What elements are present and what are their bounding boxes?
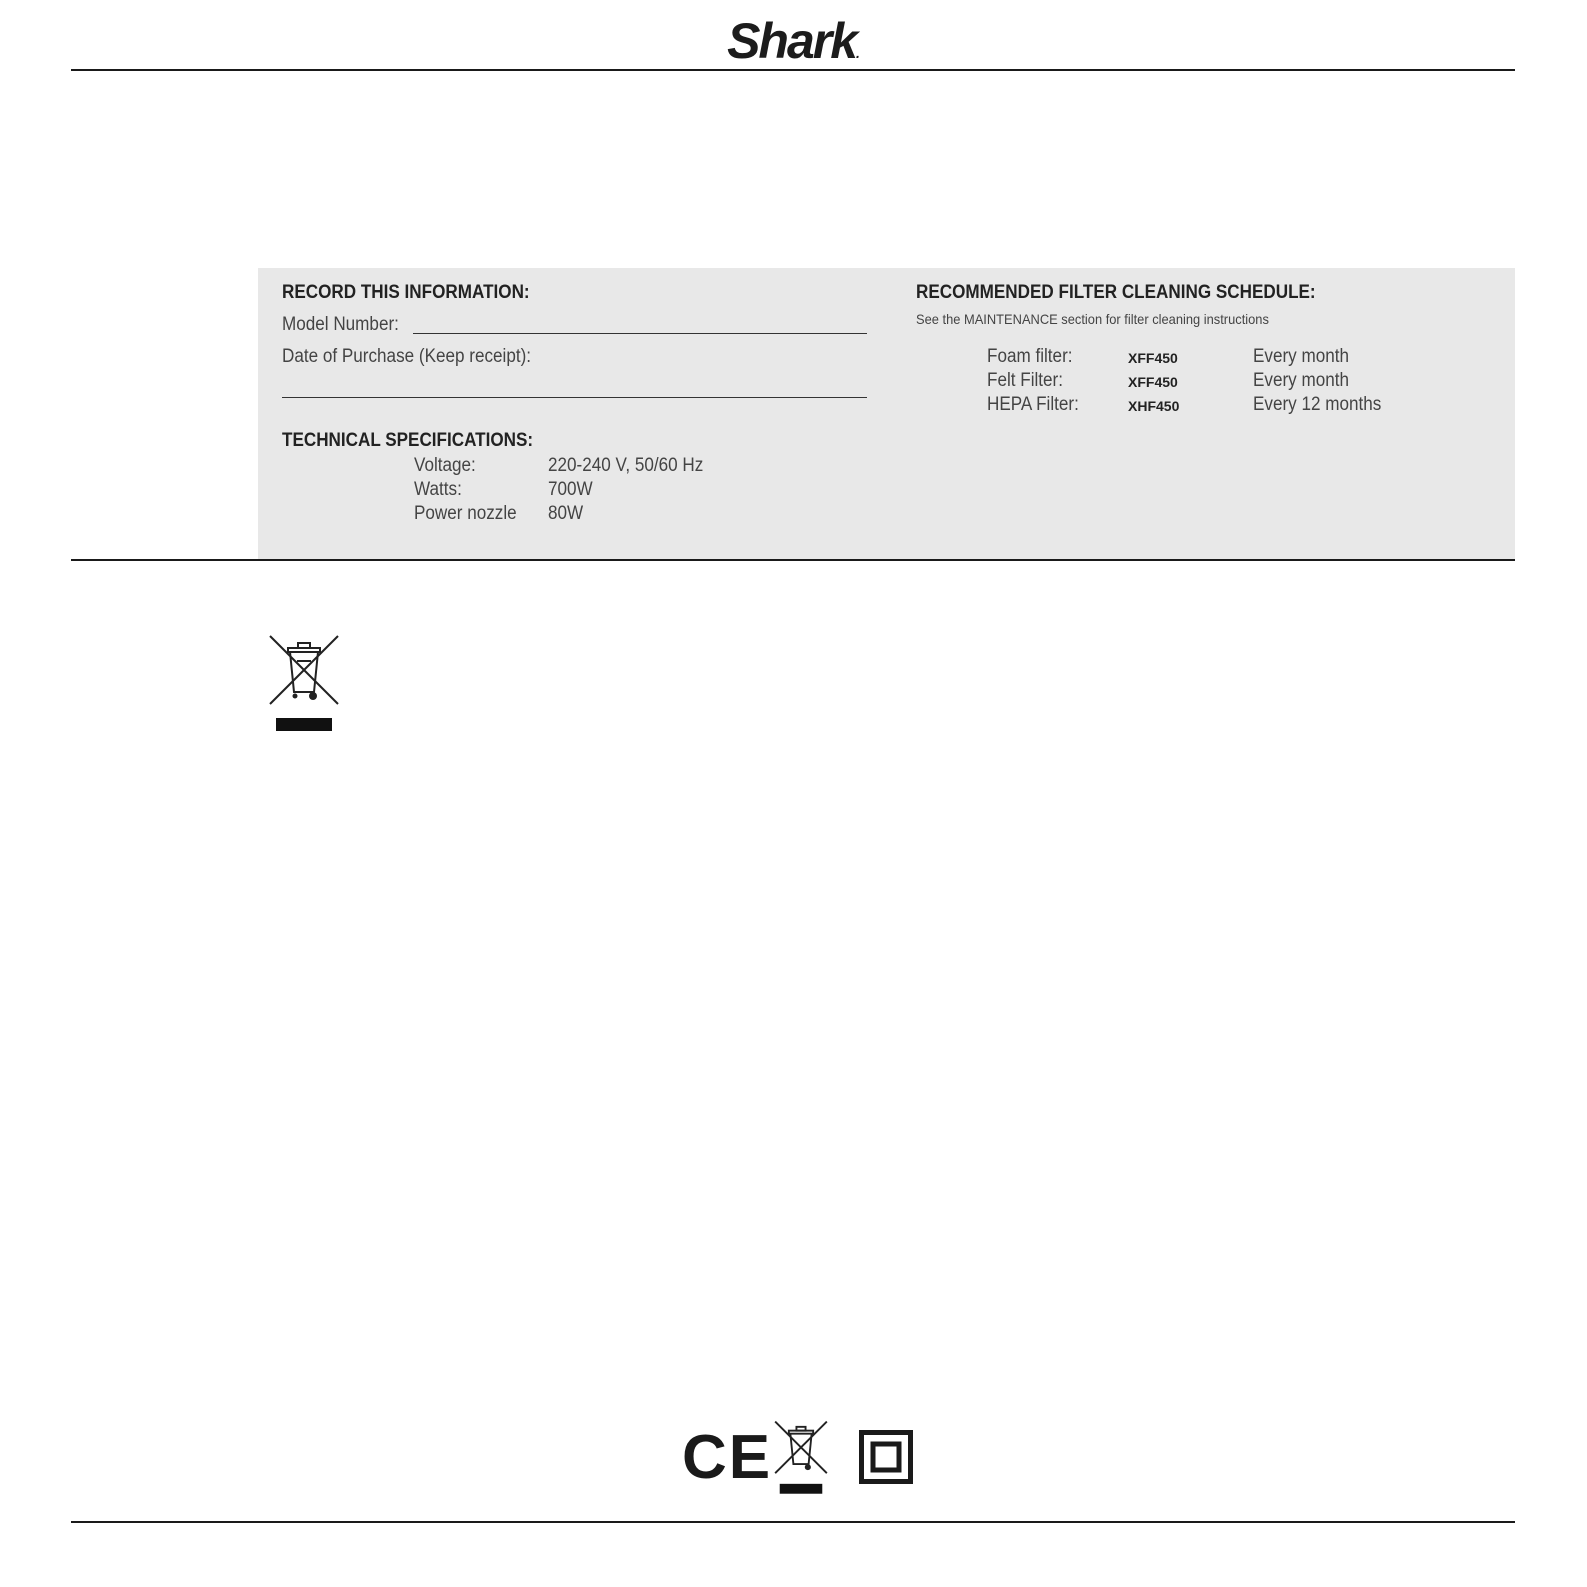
filter-hepa-name: HEPA Filter:: [987, 394, 1079, 415]
double-insulation-icon: [859, 1430, 913, 1484]
filter-foam-frequency: Every month: [1253, 346, 1349, 367]
record-title: RECORD THIS INFORMATION:: [282, 282, 530, 303]
brand-mark: .: [856, 45, 860, 61]
filter-foam-name: Foam filter:: [987, 346, 1073, 367]
model-number-field[interactable]: [413, 333, 867, 334]
filter-felt-frequency: Every month: [1253, 370, 1349, 391]
filter-schedule-title: RECOMMENDED FILTER CLEANING SCHEDULE:: [916, 282, 1316, 303]
brand-name: Shark: [727, 13, 857, 69]
spec-nozzle-value: 80W: [548, 503, 584, 524]
spec-watts-value: 700W: [548, 479, 593, 500]
weee-bin-small-icon: [772, 1420, 830, 1496]
filter-felt-code: XFF450: [1128, 374, 1178, 390]
spec-nozzle-label: Power nozzle: [414, 503, 517, 524]
filter-hepa-frequency: Every 12 months: [1253, 394, 1382, 415]
weee-bin-icon: [268, 634, 340, 734]
bottom-rule: [71, 1521, 1515, 1523]
purchase-date-label: Date of Purchase (Keep receipt):: [282, 346, 532, 367]
filter-foam-code: XFF450: [1128, 350, 1178, 366]
shark-logo: [0, 12, 1587, 70]
spec-watts-label: Watts:: [414, 479, 462, 500]
filter-hepa-code: XHF450: [1128, 398, 1180, 414]
model-number-label: Model Number:: [282, 314, 399, 335]
panel-bottom-rule: [71, 559, 1515, 561]
filter-felt-name: Felt Filter:: [987, 370, 1064, 391]
top-rule: [71, 69, 1515, 71]
spec-voltage-label: Voltage:: [414, 455, 476, 476]
purchase-date-field[interactable]: [282, 397, 867, 398]
specs-title: TECHNICAL SPECIFICATIONS:: [282, 430, 534, 451]
spec-voltage-value: 220-240 V, 50/60 Hz: [548, 455, 704, 476]
filter-schedule-subtitle: See the MAINTENANCE section for filter cleaning instructions: [916, 311, 1269, 327]
ce-mark-icon: CE: [682, 1423, 773, 1492]
